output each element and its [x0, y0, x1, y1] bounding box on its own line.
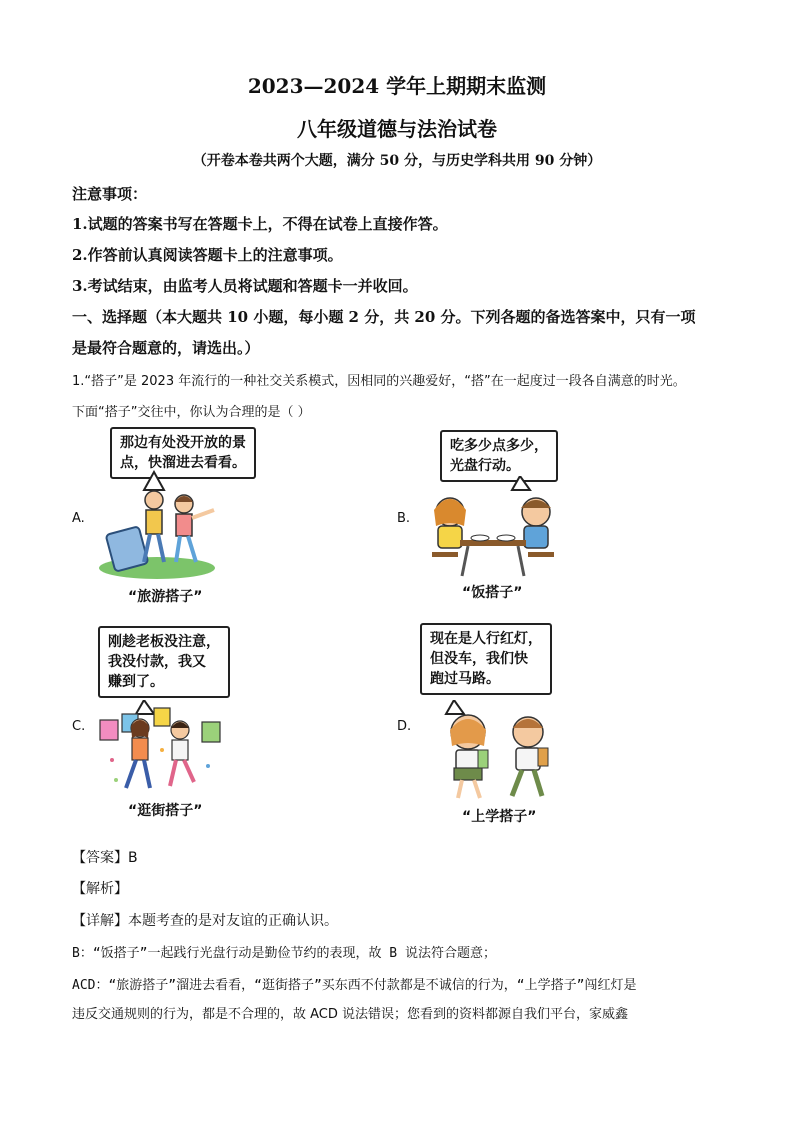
analysis-acd-line2: 违反交通规则的行为，都是不合理的，故 ACD 说法错误；您看到的资料都源自我们平台，家威鑫: [72, 1007, 629, 1022]
option-c-caption: “逛街搭子”: [128, 803, 203, 819]
option-d-speech-line: 但没车，我们快: [430, 651, 528, 667]
shopping-bag-icon: [100, 720, 118, 740]
option-a-speech-line: 点，快溜进去看看。: [120, 455, 246, 471]
notice-heading: 注意事项：: [72, 185, 148, 203]
option-d-illustration: [428, 700, 568, 804]
option-a-letter: A.: [72, 511, 85, 526]
exam-subject: 八年级道德与法治试卷: [297, 117, 497, 141]
analysis-b-line: B：“饭搭子”一起践行光盘行动是勤俭节约的表现，故 B 说法符合题意；: [72, 946, 496, 961]
section-heading-line2: 是最符合题意的，请选出。）: [72, 339, 260, 357]
shopping-bag-icon: [154, 708, 170, 726]
question-stem-line1: 1.“搭子”是 2023 年流行的一种社交关系模式，因相同的兴趣爱好，“搭”在一起度过一段各自满意的时光。: [72, 374, 686, 389]
question-stem-line2: 下面“搭子”交往中，你认为合理的是（ ）: [72, 405, 311, 420]
option-a-illustration: [92, 470, 222, 580]
notice-item-2: 2.作答前认真阅读答题卡上的注意事项。: [72, 246, 343, 264]
option-d-speech-bubble: [420, 623, 552, 695]
option-b-speech-bubble: [440, 430, 558, 482]
section-heading-line1: 一、选择题（本大题共 10 小题，每小题 2 分，共 20 分。下列各题的备选答案中，只有一项: [72, 308, 696, 326]
option-c-letter: C.: [72, 719, 86, 734]
backpack-icon: [538, 748, 548, 766]
exam-note: （开卷本卷共两个大题，满分 50 分，与历史学科共用 90 分钟）: [192, 153, 602, 169]
analysis-heading: 【解析】: [72, 881, 128, 897]
option-b-caption: “饭搭子”: [462, 585, 523, 601]
option-d-letter: D.: [397, 719, 412, 734]
table-shape: [460, 540, 526, 546]
tourist-head: [145, 491, 163, 509]
exam-title: 2023—2024 学年上期期末监测: [247, 74, 547, 98]
analysis-detail: 【详解】本题考查的是对友谊的正确认识。: [72, 913, 338, 929]
option-c-speech-bubble: [98, 626, 230, 698]
option-c-illustration: [96, 700, 226, 796]
option-c-speech-line: 我没付款，我又: [108, 654, 206, 670]
shopping-bag-icon: [202, 722, 220, 742]
analysis-acd-line1: ACD：“旅游搭子”溜进去看看，“逛街搭子”买东西不付款都是不诚信的行为，“上学搭子”闯红灯是: [72, 978, 637, 993]
option-a-speech-line: 那边有处没开放的景: [120, 435, 246, 451]
backpack-icon: [478, 750, 488, 768]
option-b-speech-line: 光盘行动。: [450, 458, 520, 474]
option-b-letter: B.: [397, 511, 411, 526]
option-b-speech-line: 吃多少点多少，: [450, 438, 548, 454]
option-d-caption: “上学搭子”: [462, 809, 537, 825]
option-c-speech-line: 刚趁老板没注意，: [108, 634, 220, 650]
notice-item-1: 1.试题的答案书写在答题卡上，不得在试卷上直接作答。: [72, 215, 448, 233]
option-b-illustration: [420, 476, 560, 581]
answer-line: 【答案】B: [72, 850, 138, 866]
option-d-speech-line: 现在是人行红灯，: [430, 631, 542, 647]
option-a-caption: “旅游搭子”: [128, 589, 203, 605]
option-d-speech-line: 跑过马路。: [430, 671, 500, 687]
notice-item-3: 3.考试结束，由监考人员将试题和答题卡一并收回。: [72, 277, 418, 295]
option-c-speech-line: 赚到了。: [108, 674, 164, 690]
